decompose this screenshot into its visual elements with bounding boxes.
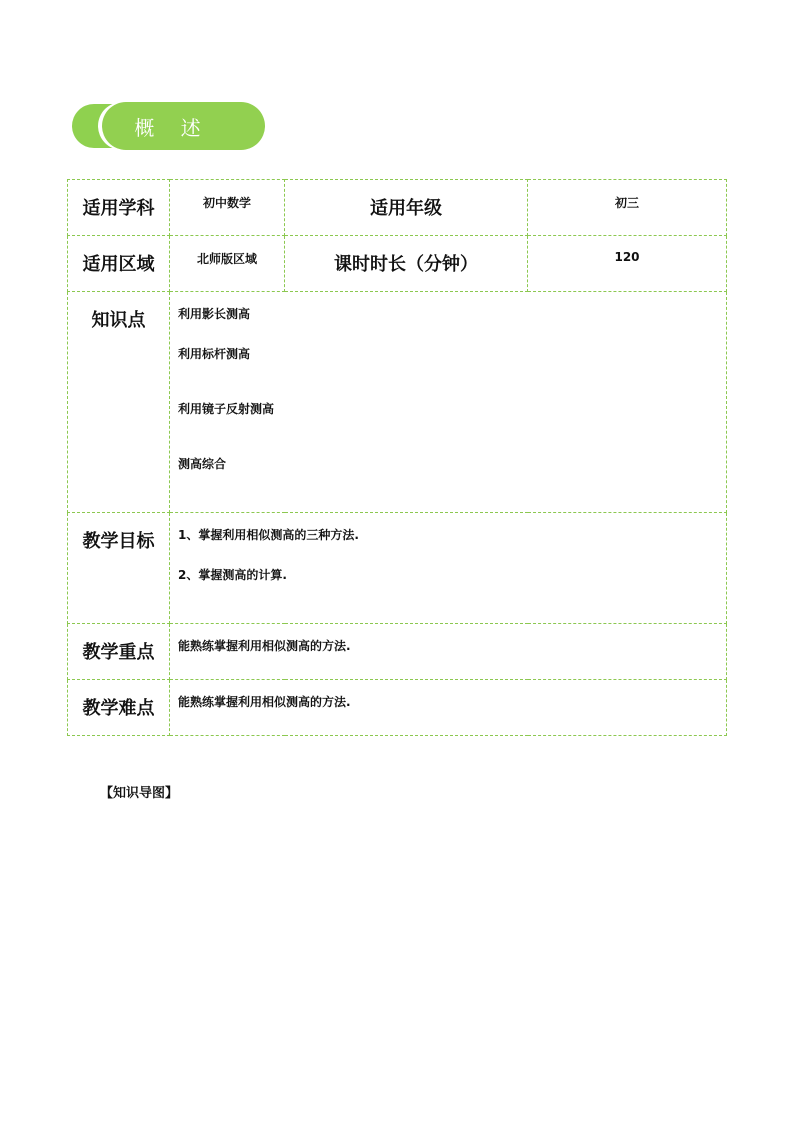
list-item: 2、掌握测高的计算. bbox=[178, 568, 287, 582]
list-item: 利用镜子反射测高 bbox=[178, 402, 275, 416]
region-label: 适用区域 bbox=[82, 254, 155, 275]
list-item: 测高综合 bbox=[178, 457, 227, 471]
grade-label-cell bbox=[285, 180, 528, 236]
header-pill bbox=[102, 102, 265, 150]
table-row bbox=[68, 236, 727, 292]
table-row bbox=[68, 180, 727, 236]
subject-value-cell bbox=[170, 180, 285, 236]
table-row bbox=[68, 513, 727, 624]
knowledge-label-cell bbox=[68, 292, 170, 513]
table-row bbox=[68, 624, 727, 680]
difficulties-value: 能熟练掌握利用相似测高的方法. bbox=[178, 695, 351, 709]
list-item: 利用标杆测高 bbox=[178, 347, 251, 361]
goals-list bbox=[170, 513, 727, 624]
duration-label: 课时时长（分钟） bbox=[334, 254, 478, 275]
subject-value: 初中数学 bbox=[202, 196, 251, 210]
knowledge-list bbox=[170, 292, 727, 513]
duration-value: 120 bbox=[614, 250, 640, 264]
subject-label: 适用学科 bbox=[82, 198, 155, 219]
difficulties-label: 教学难点 bbox=[82, 698, 155, 719]
list-item: 利用影长测高 bbox=[178, 307, 251, 321]
key-points-label-cell bbox=[68, 624, 170, 680]
region-value: 北师版区域 bbox=[196, 252, 257, 266]
duration-label-cell bbox=[285, 236, 528, 292]
grade-label: 适用年级 bbox=[370, 198, 442, 219]
key-points-value: 能熟练掌握利用相似测高的方法. bbox=[178, 639, 351, 653]
knowledge-label: 知识点 bbox=[91, 310, 146, 331]
knowledge-map-heading: 【知识导图】 bbox=[100, 786, 179, 801]
goals-label: 教学目标 bbox=[82, 531, 155, 552]
duration-value-cell bbox=[528, 236, 727, 292]
region-value-cell bbox=[170, 236, 285, 292]
header-title: 概 述 bbox=[134, 115, 211, 140]
key-points-label: 教学重点 bbox=[82, 642, 155, 663]
course-info-table bbox=[67, 179, 727, 736]
table-row bbox=[68, 292, 727, 513]
grade-value: 初三 bbox=[614, 196, 639, 210]
overview-header bbox=[72, 102, 265, 150]
difficulties-cell bbox=[170, 680, 727, 736]
subject-label-cell bbox=[68, 180, 170, 236]
table-row bbox=[68, 680, 727, 736]
list-item: 1、掌握利用相似测高的三种方法. bbox=[178, 528, 359, 542]
key-points-cell bbox=[170, 624, 727, 680]
difficulties-label-cell bbox=[68, 680, 170, 736]
grade-value-cell bbox=[528, 180, 727, 236]
region-label-cell bbox=[68, 236, 170, 292]
goals-label-cell bbox=[68, 513, 170, 624]
